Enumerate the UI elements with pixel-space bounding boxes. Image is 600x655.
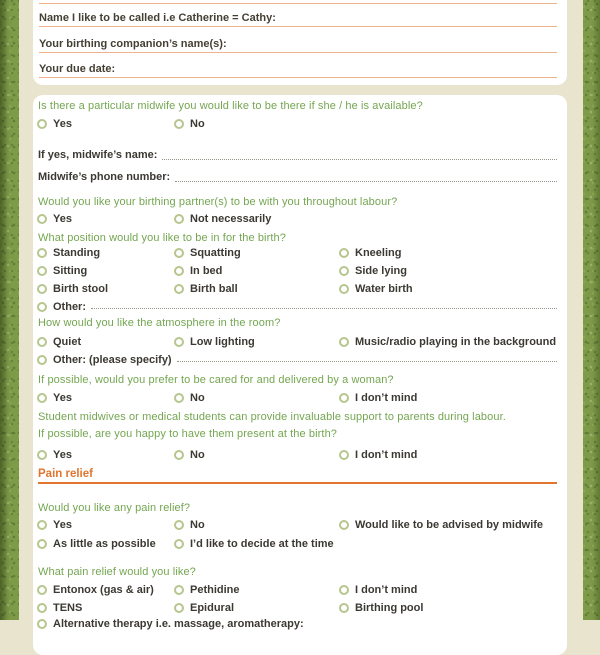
option-position-other[interactable] [37,299,557,315]
question-pain-relief-type: What pain relief would you like? [38,566,196,578]
right-border-texture [583,0,600,620]
option-label: In bed [190,265,223,277]
option-woman-dont-mind[interactable] [339,390,417,406]
radio-button[interactable] [339,266,349,276]
option-label: As little as possible [53,538,156,550]
option-label: Standing [53,247,101,259]
option-painrelief-yes[interactable] [37,517,72,533]
question-particular-midwife: Is there a particular midwife you would like to be there if she / he is available? [38,100,423,112]
options-row [33,447,567,463]
pain-relief-section-heading: Pain relief [38,468,557,484]
radio-button[interactable] [339,520,349,530]
option-birthing-pool[interactable] [339,600,423,616]
option-painrelief-no[interactable] [174,517,205,533]
question-cared-by-woman: If possible, would you prefer to be cared for and delivered by a woman? [38,374,394,386]
midwife-name-input-line[interactable] [162,159,557,160]
option-label: Sitting [53,265,88,277]
option-label: Entonox (gas & air) [53,584,154,596]
options-row [33,334,567,350]
options-row [33,281,567,297]
header-fields-box [33,0,567,85]
option-students-yes[interactable] [37,447,72,463]
radio-button[interactable] [174,119,184,129]
option-label: Yes [53,213,72,225]
options-row [33,517,567,533]
option-label: I’d like to decide at the time [190,538,334,550]
radio-button[interactable] [37,603,47,613]
option-alternative-therapy[interactable] [37,616,557,632]
option-kneeling[interactable] [339,245,401,261]
option-midwife-no[interactable] [174,116,205,132]
option-label: Kneeling [355,247,402,259]
option-water-birth[interactable] [339,281,413,297]
radio-button[interactable] [37,355,47,365]
cutoff-field-line [39,3,557,4]
option-low-lighting[interactable] [174,334,255,350]
option-label: Yes [53,449,72,461]
radio-button[interactable] [339,337,349,347]
option-partner-not-necessarily[interactable] [174,211,271,227]
questionnaire-box [33,95,567,655]
option-squatting[interactable] [174,245,241,261]
options-row [33,536,567,552]
option-label: Pethidine [190,584,240,596]
option-label: Side lying [355,265,407,277]
option-midwife-yes[interactable] [37,116,72,132]
radio-button[interactable] [37,520,47,530]
radio-button[interactable] [174,284,184,294]
option-label: Not necessarily [190,213,272,225]
option-label: Quiet [53,336,82,348]
option-painrelief-decide[interactable] [174,536,334,552]
birthing-companion-field[interactable] [39,37,557,53]
radio-button[interactable] [37,266,47,276]
due-date-field[interactable] [39,62,557,78]
option-label: Other: (please specify) [53,354,172,366]
question-birthing-partner: Would you like your birthing partner(s) to be with you throughout labour? [38,196,398,208]
option-label: No [190,449,205,461]
option-painrelief-advised[interactable] [339,517,543,533]
radio-button[interactable] [174,337,184,347]
option-label: I don’t mind [355,584,418,596]
midwife-name-field[interactable] [38,147,557,162]
midwife-name-label: If yes, midwife’s name: [38,149,158,161]
options-row [33,600,567,616]
option-label: No [190,118,205,130]
option-partner-yes[interactable] [37,211,72,227]
name-called-label: Name I like to be called i.e Catherine = Cathy: [39,12,276,24]
options-row [33,211,567,227]
midwife-phone-field[interactable] [38,169,557,184]
option-label: Birth ball [190,283,238,295]
option-in-bed[interactable] [174,263,222,279]
radio-button[interactable] [37,284,47,294]
option-atmosphere-other[interactable] [37,352,557,368]
radio-button[interactable] [174,520,184,530]
option-label: I don’t mind [355,449,418,461]
question-students-line2: If possible, are you happy to have them present at the birth? [38,428,338,440]
option-woman-yes[interactable] [37,390,72,406]
option-label: Would like to be advised by midwife [355,519,544,531]
option-students-dont-mind[interactable] [339,447,417,463]
radio-button[interactable] [174,248,184,258]
option-label: TENS [53,602,83,614]
atmosphere-other-input-line[interactable] [177,361,557,362]
radio-button[interactable] [174,539,184,549]
radio-button[interactable] [339,393,349,403]
question-atmosphere: How would you like the atmosphere in the room? [38,317,281,329]
option-label: Water birth [355,283,413,295]
option-music-radio[interactable] [339,334,556,350]
radio-button[interactable] [339,603,349,613]
position-other-input-line[interactable] [91,308,557,309]
option-label: Birthing pool [355,602,424,614]
radio-button[interactable] [37,119,47,129]
option-label: Epidural [190,602,235,614]
options-row [33,116,567,132]
question-any-pain-relief: Would you like any pain relief? [38,502,191,514]
option-label: Yes [53,118,72,130]
option-sitting[interactable] [37,263,87,279]
option-label: Yes [53,392,72,404]
radio-button[interactable] [37,302,47,312]
option-side-lying[interactable] [339,263,407,279]
options-row [33,582,567,598]
radio-button[interactable] [174,214,184,224]
due-date-label: Your due date: [39,63,116,75]
radio-button[interactable] [37,539,47,549]
midwife-phone-label: Midwife’s phone number: [38,171,171,183]
option-label: Music/radio playing in the background [355,336,557,348]
option-paintype-dont-mind[interactable] [339,582,417,598]
option-standing[interactable] [37,245,100,261]
option-woman-no[interactable] [174,390,205,406]
name-called-field[interactable] [39,11,557,27]
option-birth-ball[interactable] [174,281,238,297]
radio-button[interactable] [174,450,184,460]
radio-button[interactable] [339,284,349,294]
radio-button[interactable] [37,393,47,403]
radio-button[interactable] [339,585,349,595]
option-label: I don’t mind [355,392,418,404]
radio-button[interactable] [339,450,349,460]
option-painrelief-little[interactable] [37,536,156,552]
left-border-texture [0,0,19,620]
option-tens[interactable] [37,600,82,616]
option-label: No [190,519,205,531]
option-label: Squatting [190,247,241,259]
option-birth-stool[interactable] [37,281,108,297]
options-row [33,390,567,406]
midwife-phone-input-line[interactable] [175,181,557,182]
radio-button[interactable] [37,214,47,224]
option-label: Alternative therapy i.e. massage, aromatherapy: [53,618,304,630]
radio-button[interactable] [174,393,184,403]
option-label: Other: [53,301,86,313]
radio-button[interactable] [37,450,47,460]
option-quiet[interactable] [37,334,81,350]
option-label: Yes [53,519,72,531]
radio-button[interactable] [37,585,47,595]
option-epidural[interactable] [174,600,234,616]
birthing-companion-label: Your birthing companion’s name(s): [39,38,227,50]
option-label: Birth stool [53,283,108,295]
options-row [33,245,567,261]
radio-button[interactable] [339,248,349,258]
radio-button[interactable] [37,248,47,258]
question-birth-position: What position would you like to be in for the birth? [38,232,286,244]
radio-button[interactable] [37,337,47,347]
options-row [33,263,567,279]
radio-button[interactable] [37,619,47,629]
option-pethidine[interactable] [174,582,240,598]
radio-button[interactable] [174,585,184,595]
radio-button[interactable] [174,266,184,276]
option-students-no[interactable] [174,447,205,463]
question-students-line1: Student midwives or medical students can provide invaluable support to parents during labour. [38,411,506,423]
option-entonox[interactable] [37,582,154,598]
option-label: Low lighting [190,336,255,348]
option-label: No [190,392,205,404]
radio-button[interactable] [174,603,184,613]
